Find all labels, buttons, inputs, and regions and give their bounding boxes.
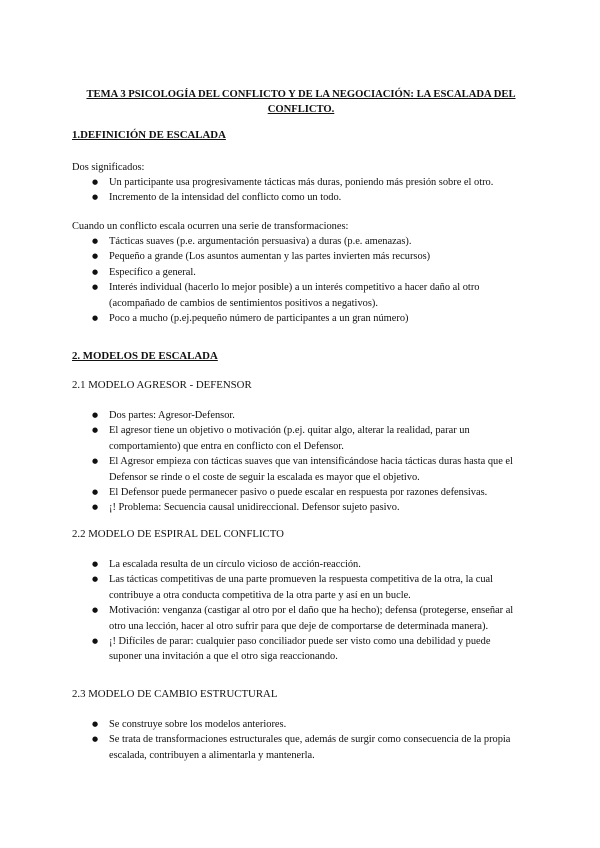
list-item: ● Tácticas suaves (p.e. argumentación persuasiva) a duras (p.e. amenazas). <box>92 234 522 249</box>
list-item: ● ¡! Difíciles de parar: cualquier paso conciliador puede ser visto como una debilidad y puede suponer una invitación a que el otro siga reaccionando. <box>92 634 522 665</box>
list-item: ● Motivación: venganza (castigar al otro por el daño que ha hecho); defensa (protegerse, enseñar al otro una lección, hacer al otro sufrir para que deje de comportarse de determinada manera). <box>92 603 522 634</box>
list-item: ● Las tácticas competitivas de una parte promueven la respuesta competitiva de la otra, la cual contribuye a otra conducta competitiva de la otra parte y así en un bucle. <box>92 572 522 603</box>
paragraph-transformaciones: Cuando un conflicto escala ocurren una serie de transformaciones: <box>72 221 349 232</box>
list-item: ● Pequeño a grande (Los asuntos aumentan y las partes invierten más recursos) <box>92 249 522 264</box>
list-item: ● El Agresor empieza con tácticas suaves que van intensificándose hacia tácticas duras hasta que el Defensor se rinde o el coste de seguir la escalada es mayor que el objetivo. <box>92 454 522 485</box>
subsection-heading-agresor-defensor: 2.1 MODELO AGRESOR - DEFENSOR <box>72 379 252 391</box>
list-item: ● Interés individual (hacerlo lo mejor posible) a un interés competitivo a hacer daño al otro (acompañado de cambios de sentimientos positivos a negativos). <box>92 280 522 311</box>
list-item: ● Dos partes: Agresor-Defensor. <box>92 408 522 423</box>
list-item: ● Se trata de transformaciones estructurales que, además de surgir como consecuencia de la propia escalada, contribuyen a alimentarla y mantenerla. <box>92 732 522 763</box>
list-item: ● La escalada resulta de un círculo vicioso de acción-reacción. <box>92 557 522 572</box>
bullet-list-espiral <box>92 557 522 665</box>
list-item: ● Un participante usa progresivamente tácticas más duras, poniendo más presión sobre el otro. <box>92 175 522 190</box>
list-item: ● ¡! Problema: Secuencia causal unidireccional. Defensor sujeto pasivo. <box>92 500 522 515</box>
bullet-list-agresor-defensor <box>92 408 522 516</box>
list-item: ● Poco a mucho (p.ej.pequeño número de participantes a un gran número) <box>92 311 522 326</box>
section-heading-definicion: 1.DEFINICIÓN DE ESCALADA <box>72 129 226 141</box>
paragraph-dos-significados: Dos significados: <box>72 162 145 173</box>
bullet-list-cambio-estructural <box>92 717 522 763</box>
document-title: TEMA 3 PSICOLOGÍA DEL CONFLICTO Y DE LA NEGOCIACIÓN: LA ESCALADA DEL CONFLICTO. <box>86 89 516 115</box>
bullet-list-transformaciones <box>92 234 522 326</box>
bullet-list-significados <box>92 175 522 206</box>
subsection-heading-cambio-estructural: 2.3 MODELO DE CAMBIO ESTRUCTURAL <box>72 688 278 700</box>
section-heading-modelos: 2. MODELOS DE ESCALADA <box>72 350 218 362</box>
subsection-heading-espiral: 2.2 MODELO DE ESPIRAL DEL CONFLICTO <box>72 528 284 540</box>
list-item: ● Se construye sobre los modelos anteriores. <box>92 717 522 732</box>
list-item: ● Específico a general. <box>92 265 522 280</box>
list-item: ● El Defensor puede permanecer pasivo o puede escalar en respuesta por razones defensivas. <box>92 485 522 500</box>
list-item: ● El agresor tiene un objetivo o motivación (p.ej. quitar algo, alterar la realidad, parar un comportamiento) que entra en conflicto con el Defensor. <box>92 423 522 454</box>
list-item: ● Incremento de la intensidad del conflicto como un todo. <box>92 190 522 205</box>
